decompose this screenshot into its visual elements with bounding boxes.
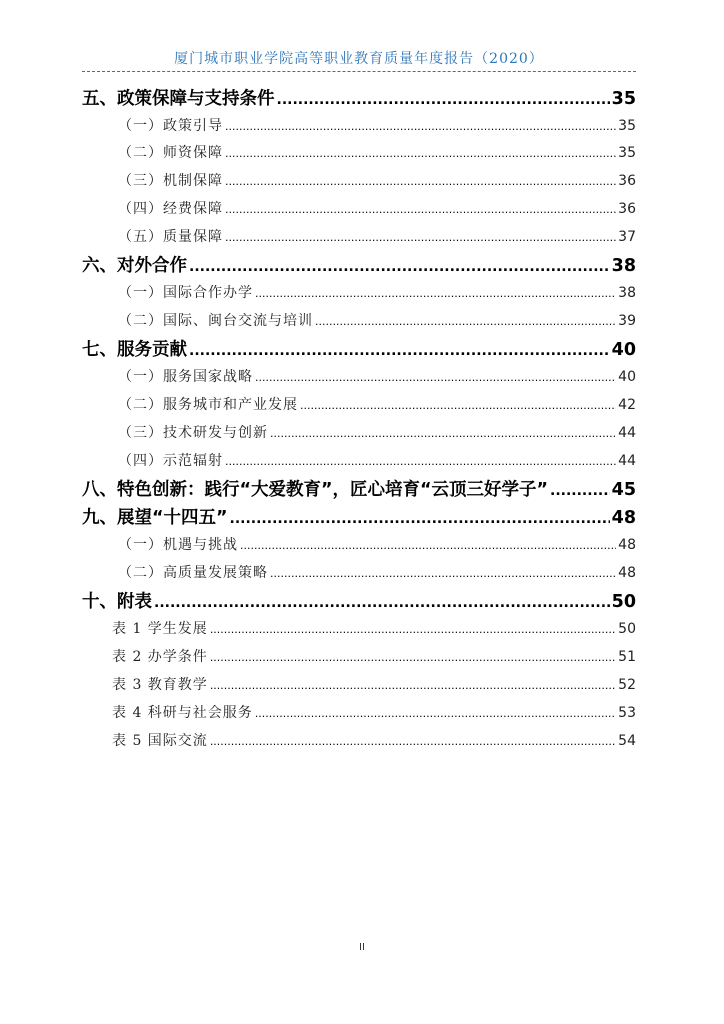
toc-entry[interactable] (118, 534, 636, 556)
toc-entry-page: 37 (618, 229, 636, 245)
toc-entry-page: 36 (618, 201, 636, 217)
toc-entry-page: 48 (618, 565, 636, 581)
toc-entry[interactable] (118, 170, 636, 192)
toc-entry-label: 八、特色创新：践行“大爱教育”，匠心培育“云顶三好学子” (82, 480, 549, 500)
toc-entry-page: 35 (618, 145, 636, 161)
toc-entry-page: 44 (618, 453, 636, 469)
toc-entry-page: 35 (611, 89, 636, 109)
toc-leader-dots (315, 315, 616, 328)
toc-entry-page: 45 (611, 480, 636, 500)
toc-entry-page: 40 (618, 369, 636, 385)
toc-entry-page: 54 (618, 733, 636, 749)
toc-entry-page: 36 (618, 173, 636, 189)
toc-entry-page: 39 (618, 313, 636, 329)
toc-entry[interactable] (118, 366, 636, 388)
toc-leader-dots (230, 511, 610, 527)
toc-entry[interactable] (118, 198, 636, 220)
toc-entry-page: 53 (618, 705, 636, 721)
toc-entry[interactable] (82, 336, 636, 362)
toc-leader-dots (210, 735, 616, 748)
toc-entry[interactable] (118, 394, 636, 416)
toc-entry-label: 五、政策保障与支持条件 (82, 89, 275, 109)
toc-entry-page: 42 (618, 397, 636, 413)
toc-entry[interactable] (82, 588, 636, 614)
toc-entry-label: 六、对外合作 (82, 256, 187, 276)
toc-entry-page: 38 (618, 285, 636, 301)
toc-entry-page: 44 (618, 425, 636, 441)
toc-leader-dots (189, 259, 610, 275)
toc-entry-label: 表 2 办学条件 (112, 649, 208, 665)
toc-leader-dots (270, 427, 616, 440)
toc-entry[interactable] (118, 450, 636, 472)
toc-entry-page: 38 (611, 256, 636, 276)
toc-leader-dots (189, 343, 610, 359)
toc-entry[interactable] (82, 85, 636, 111)
toc-entry-label: 表 5 国际交流 (112, 733, 208, 749)
toc-leader-dots (255, 707, 616, 720)
toc-entry-label: 表 1 学生发展 (112, 621, 208, 637)
toc-entry-page: 52 (618, 677, 636, 693)
toc-entry-label: （三）技术研发与创新 (118, 425, 268, 441)
toc-entry-label: （一）政策引导 (118, 118, 223, 134)
toc-entry-label: （三）机制保障 (118, 173, 223, 189)
toc-entry-label: （四）经费保障 (118, 201, 223, 217)
toc-entry-label: 九、展望“十四五” (82, 508, 228, 528)
toc-entry-label: （五）质量保障 (118, 229, 223, 245)
toc-leader-dots (225, 231, 616, 244)
toc-entry[interactable] (118, 115, 636, 137)
toc-entry[interactable] (118, 226, 636, 248)
toc-entry[interactable] (118, 562, 636, 584)
toc-leader-dots (225, 203, 616, 216)
toc-entry-label: （二）服务城市和产业发展 (118, 397, 298, 413)
toc-leader-dots (225, 120, 616, 133)
toc-entry-label: （二）师资保障 (118, 145, 223, 161)
toc-leader-dots (277, 92, 610, 108)
toc-leader-dots (255, 371, 616, 384)
toc-entry-page: 48 (611, 508, 636, 528)
toc-leader-dots (225, 147, 616, 160)
toc-entry-label: （一）服务国家战略 (118, 369, 253, 385)
toc-entry-label: （一）机遇与挑战 (118, 537, 238, 553)
toc-entry[interactable] (112, 618, 636, 640)
toc-entry[interactable] (112, 674, 636, 696)
toc-entry-label: 七、服务贡献 (82, 340, 187, 360)
toc-entry-label: （一）国际合作办学 (118, 285, 253, 301)
toc-entry-label: （二）国际、闽台交流与培训 (118, 313, 313, 329)
toc-leader-dots (210, 623, 616, 636)
page-number: II (359, 942, 365, 953)
toc-entry[interactable] (82, 476, 636, 502)
toc-entry-page: 51 (618, 649, 636, 665)
toc-leader-dots (154, 595, 610, 611)
toc-entry-label: 表 3 教育教学 (112, 677, 208, 693)
toc-entry[interactable] (112, 702, 636, 724)
toc-entry-label: 表 4 科研与社会服务 (112, 705, 253, 721)
toc-entry[interactable] (82, 504, 636, 530)
toc-entry[interactable] (118, 282, 636, 304)
toc-entry[interactable] (112, 730, 636, 752)
toc-entry[interactable] (118, 310, 636, 332)
toc-leader-dots (240, 539, 616, 552)
toc-entry-page: 48 (618, 537, 636, 553)
toc-entry-label: 十、附表 (82, 592, 152, 612)
toc-leader-dots (300, 399, 616, 412)
toc-entry-page: 40 (611, 340, 636, 360)
running-header: 厦门城市职业学院高等职业教育质量年度报告（2020） (174, 51, 544, 67)
toc-leader-dots (270, 567, 616, 580)
toc-leader-dots (550, 483, 610, 499)
toc-entry-label: （二）高质量发展策略 (118, 565, 268, 581)
toc-entry[interactable] (118, 422, 636, 444)
toc-entry[interactable] (82, 252, 636, 278)
toc-leader-dots (255, 287, 616, 300)
toc-leader-dots (225, 455, 616, 468)
toc-leader-dots (225, 175, 616, 188)
toc-entry-page: 35 (618, 118, 636, 134)
toc-leader-dots (210, 679, 616, 692)
toc-entry[interactable] (112, 646, 636, 668)
toc-entry[interactable] (118, 142, 636, 164)
toc-leader-dots (210, 651, 616, 664)
toc-entry-label: （四）示范辐射 (118, 453, 223, 469)
toc-entry-page: 50 (611, 592, 636, 612)
toc-entry-page: 50 (618, 621, 636, 637)
